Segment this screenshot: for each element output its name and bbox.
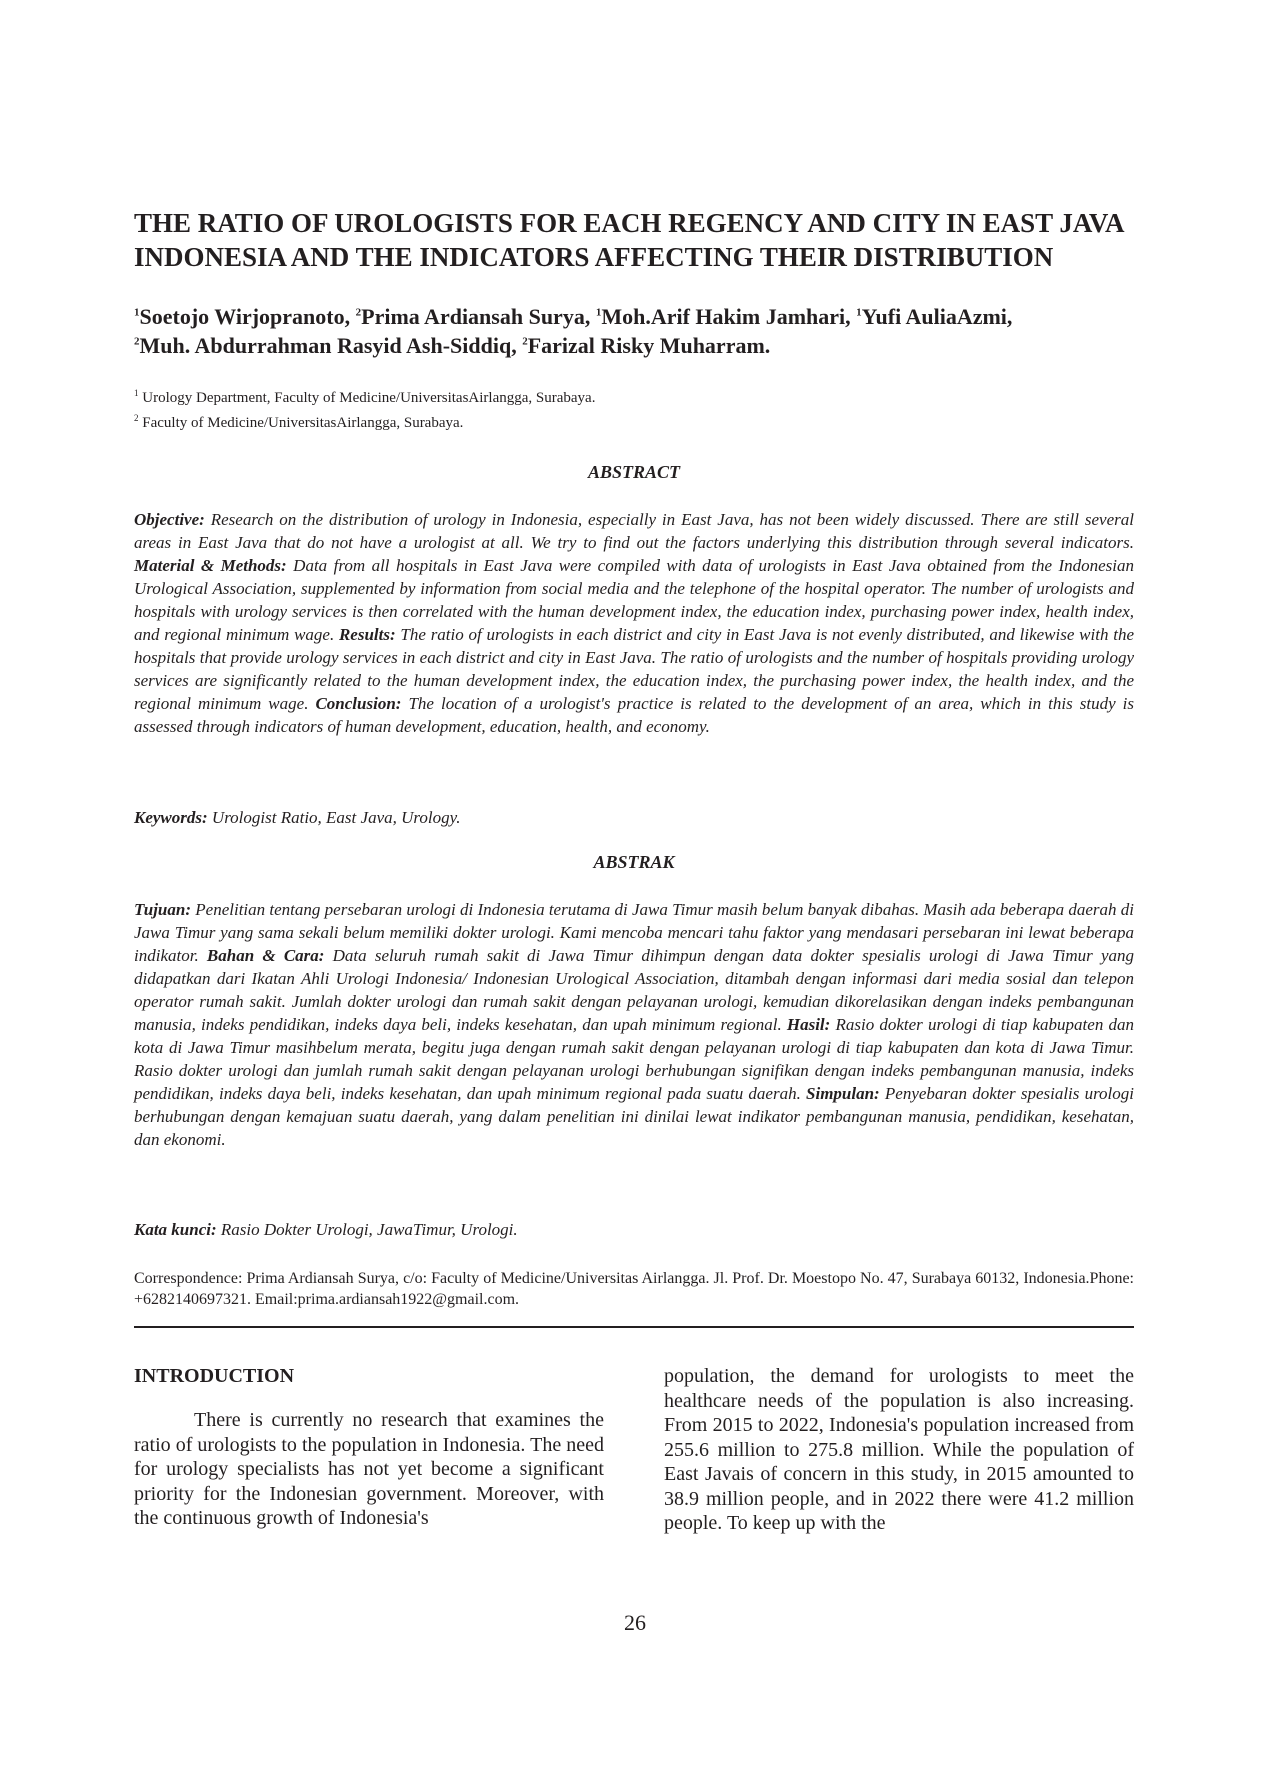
section-divider: [134, 1326, 1134, 1328]
author: $^2$Prima Ardiansah Surya,: [355, 304, 596, 329]
introduction-heading: INTRODUCTION: [134, 1365, 295, 1387]
author: $^2$Muh. Abdurrahman Rasyid Ash-Siddiq,: [134, 333, 523, 358]
kata-kunci: Kata kunci: Rasio Dokter Urologi, JawaTimur, Urologi.: [134, 1220, 518, 1239]
author: $^1$Moh.Arif Hakim Jamhari,: [595, 304, 857, 329]
title-line-1: THE RATIO OF UROLOGISTS FOR EACH REGENCY AND CITY IN EAST JAVA: [134, 208, 1125, 238]
affiliation: $^1$ Urology Department, Faculty of Medicine/UniversitasAirlangga, Surabaya.: [134, 388, 596, 406]
body-column-right: [664, 1364, 1134, 1536]
author-list: [134, 302, 1134, 360]
body-paragraph: There is currently no research that examines the ratio of urologists to the population in Indonesia. The need for urology specialists has not yet become a significant priority for the Indonesian government. Moreover, with the continuous growth of Indonesia's: [134, 1409, 604, 1529]
title-line-2: INDONESIA AND THE INDICATORS AFFECTING THEIR DISTRIBUTION: [134, 242, 1054, 272]
keywords: Keywords: Urologist Ratio, East Java, Urology.: [134, 808, 461, 827]
abstract-heading: ABSTRACT: [587, 462, 681, 482]
body-paragraph: population, the demand for urologists to meet the healthcare needs of the population is also increasing. From 2015 to 2022, Indonesia's population increased from 255.6 million to 275.8 million. While the population of East Javais of concern in this study, in 2015 amounted to 38.9 million people, and in 2022 there were 41.2 million people. To keep up with the: [664, 1365, 1134, 1534]
abstract-body: Objective: Research on the distribution of urology in Indonesia, especially in East Java, has not been widely discussed. There are still several areas in East Java that do not have a urologist at all. We try to find out the factors underlying this distribution through several indicators. Material & Methods: Data from all hospitals in East Java were compiled with data of urologists in East Java obtained from the Indonesian Urological Association, supplemented by information from social media and the telephone of the hospital operator. The number of urologists and hospitals with urology services is then correlated with the human development index, the education index, purchasing power index, health index, and regional minimum wage. Results: The ratio of urologists in each district and city in East Java is not evenly distributed, and likewise with the hospitals that provide urology services in each district and city in East Java. The ratio of urologists and the number of hospitals providing urology services are significantly related to the human development index, the education index, the purchasing power index, the health index, and the regional minimum wage. Conclusion: The location of a urologist's practice is related to the development of an area, which in this study is assessed through indicators of human development, education, health, and economy.: [134, 510, 1134, 736]
author: $^1$Soetojo Wirjopranoto,: [134, 304, 356, 329]
correspondence: Correspondence: Prima Ardiansah Surya, c/o: Faculty of Medicine/Universitas Airlangga. Jl. Prof. Dr. Moestopo No. 47, Surabaya 60132, Indonesia.Phone: +6282140697321. Email:prima.ardiansah1922@gmail.com.: [134, 1270, 1134, 1308]
page-number: 26: [624, 1610, 646, 1635]
author: $^2$Farizal Risky Muharram.: [522, 333, 771, 358]
abstrak-heading: ABSTRAK: [593, 852, 675, 872]
affiliation: $^2$ Faculty of Medicine/UniversitasAirlangga, Surabaya.: [134, 413, 464, 431]
abstrak-body: Tujuan: Penelitian tentang persebaran urologi di Indonesia terutama di Jawa Timur masih belum banyak dibahas. Masih ada beberapa daerah di Jawa Timur yang sama sekali belum memiliki dokter urologi. Kami mencoba mencari tahu faktor yang mendasari persebaran ini lewat beberapa indikator. Bahan & Cara: Data seluruh rumah sakit di Jawa Timur dihimpun dengan data dokter spesialis urologi di Jawa Timur yang didapatkan dari Ikatan Ahli Urologi Indonesia/ Indonesian Urological Association, ditambah dengan informasi dari media sosial dan telepon operator rumah sakit. Jumlah dokter urologi dan rumah sakit dengan pelayanan urologi, kemudian dikorelasikan dengan indeks pembangunan manusia, indeks pendidikan, indeks daya beli, indeks kesehatan, dan upah minimum regional. Hasil: Rasio dokter urologi di tiap kabupaten dan kota di Jawa Timur masihbelum merata, begitu juga dengan rumah sakit dengan pelayanan urologi di tiap kabupaten dan kota di Jawa Timur. Rasio dokter urologi dan jumlah rumah sakit dengan pelayanan urologi berhubungan signifikan dengan indeks pembangunan manusia, indeks pendidikan, indeks daya beli, indeks kesehatan, dan upah minimum regional pada suatu daerah. Simpulan: Penyebaran dokter spesialis urologi berhubungan dengan kemajuan suatu daerah, yang dalam penelitian ini dinilai lewat indikator pembangunan manusia, pendidikan, kesehatan, dan ekonomi.: [134, 900, 1134, 1149]
author: $^1$Yufi AuliaAzmi,: [856, 304, 1013, 329]
paper-title: [134, 206, 1134, 274]
affiliations: [134, 383, 1134, 433]
body-column-left: [134, 1364, 604, 1531]
